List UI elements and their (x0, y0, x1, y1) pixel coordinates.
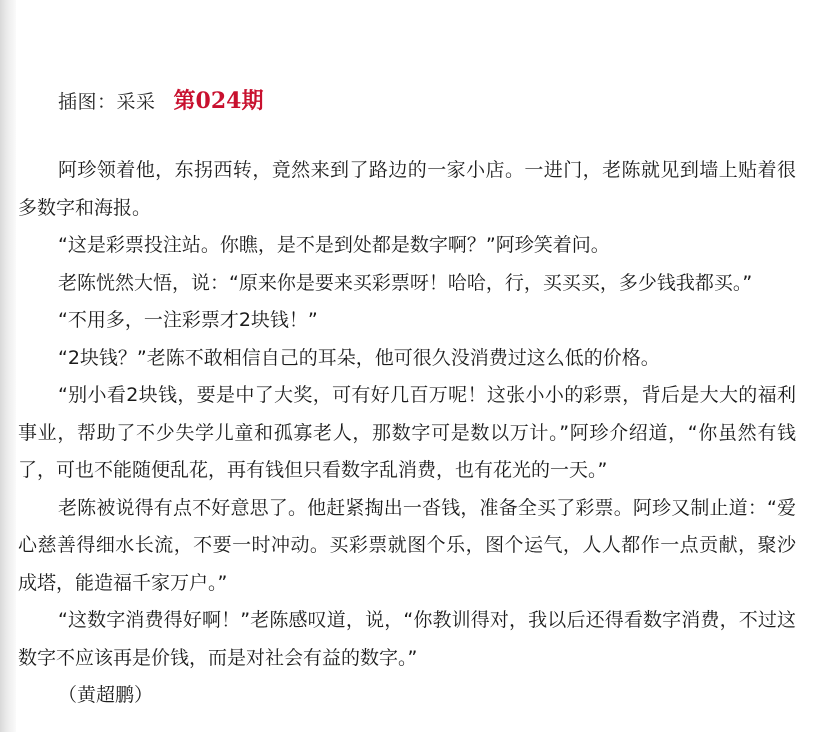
paragraph: 老陈被说得有点不好意思了。他赶紧掏出一沓钱，准备全买了彩票。阿珍又制止道：“爱心慈善得细水长流，不要一时冲动。买彩票就图个乐，图个运气，人人都作一点贡献，聚沙成塔，能造福千家万户。” (18, 496, 796, 594)
paragraph: 老陈恍然大悟，说：“原来你是要来买彩票呀！哈哈，行，买买买，多少钱我都买。” (58, 271, 753, 294)
paragraph: “这数字消费得好啊！”老陈感叹道，说，“你教训得对，我以后还得看数字消费，不过这数字不应该再是价钱，而是对社会有益的数字。” (18, 609, 796, 669)
paragraph: 阿珍领着他，东拐西转，竟然来到了路边的一家小店。一进门，老陈就见到墙上贴着很多数字和海报。 (18, 159, 796, 219)
illustration-credit: 插图：采采 (58, 91, 156, 113)
page-edge-shadow (0, 0, 16, 732)
paragraph: “这是彩票投注站。你瞧，是不是到处都是数字啊？”阿珍笑着问。 (58, 234, 610, 256)
author-signature: （黄超鹏） (58, 684, 154, 706)
article-header (58, 84, 263, 114)
article-body (18, 152, 796, 715)
issue-number: 第024期 (173, 88, 264, 114)
paragraph: “2块钱？”老陈不敢相信自己的耳朵，他可很久没消费过这么低的价格。 (58, 346, 660, 369)
paragraph: “别小看2块钱，要是中了大奖，可有好几百万呢！这张小小的彩票，背后是大大的福利事业，帮助了不少失学儿童和孤寡老人，那数字可是数以万计。”阿珍介绍道，“你虽然有钱了，可也不能随便乱花，再有钱但只看数字乱消费，也有花光的一天。” (18, 384, 796, 481)
paragraph: “不用多，一注彩票才2块钱！” (58, 309, 318, 331)
